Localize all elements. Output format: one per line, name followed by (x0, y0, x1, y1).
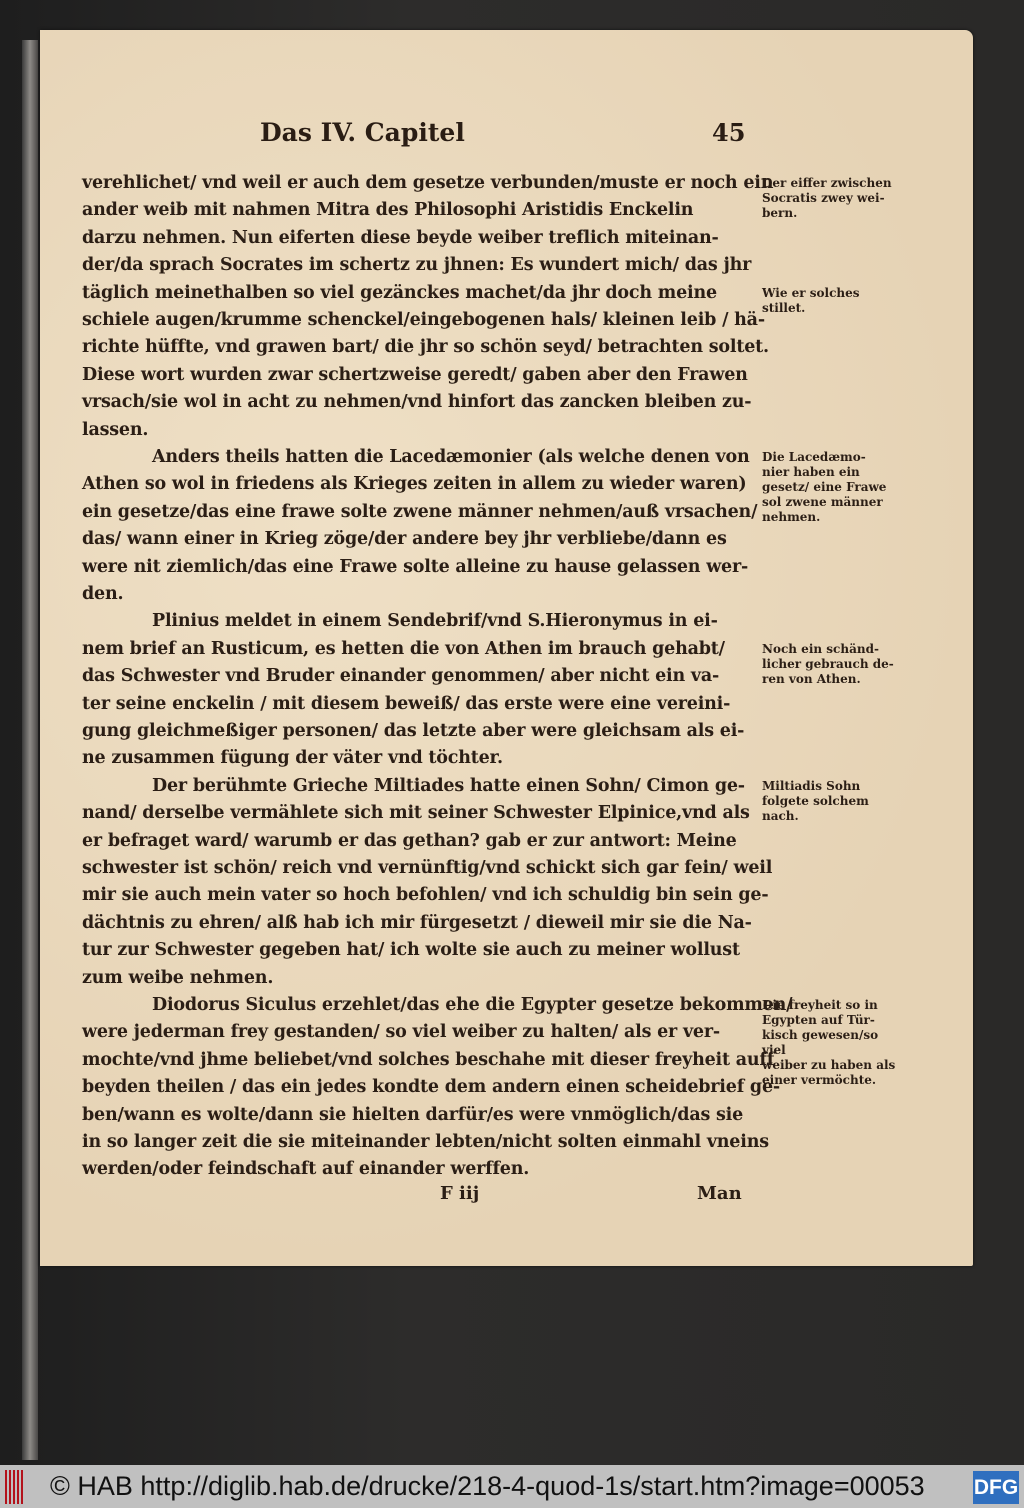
text-line: den. (82, 584, 124, 604)
text-line: Anders theils hatten die Lacedæmonier (als welche denen von (152, 447, 750, 467)
text-line: mir sie auch mein vater so hoch befohlen/ vnd ich schuldig bin sein ge- (82, 885, 769, 906)
catchword: Man (697, 1183, 742, 1204)
text-line: darzu nehmen. Nun eiferten diese beyde weiber treflich miteinan- (82, 227, 719, 248)
text-line: tur zur Schwester gegeben hat/ ich wolte sie auch zu meiner wollust (82, 940, 740, 961)
text-line: schwester ist schön/ reich vnd vernünftig/vnd schickt sich gar fein/ weil (82, 858, 773, 878)
running-head: Das IV. Capitel (260, 118, 465, 147)
text-line: werden/oder feindschaft auf einander werffen. (82, 1159, 530, 1180)
copyright-url[interactable]: © HAB http://diglib.hab.de/drucke/218-4-quod-1s/start.htm?image=00053 (50, 1471, 925, 1501)
text-line: beyden theilen / das ein jedes kondte dem andern einen scheidebrief ge- (82, 1077, 780, 1098)
text-line: gung gleichmeßiger personen/ das letzte aber were gleichsam als ei- (82, 721, 745, 741)
margin-note: Wie er solches stillet. (762, 285, 860, 315)
text-line: vrsach/sie wol in acht zu nehmen/vnd hinfort das zancken bleiben zu- (82, 392, 752, 413)
margin-note: Die freyheit so in Egypten auf Tür- kisch gewesen/so viel weiber zu haben als einer vermöchte. (762, 998, 896, 1087)
text-line: Diodorus Siculus erzehlet/das ehe die Egypter gesetze bekommen/ (152, 995, 793, 1015)
text-line: mochte/vnd jhme beliebet/vnd solches beschahe mit dieser freyheit auff (82, 1049, 775, 1070)
text-line: zum weibe nehmen. (82, 967, 274, 988)
text-line: schiele augen/krumme schenckel/eingebogenen hals/ kleinen leib / hä- (82, 310, 765, 330)
text-line: ander weib mit nahmen Mitra des Philosophi Aristidis Enckelin (82, 200, 694, 221)
text-line: lassen. (82, 419, 149, 440)
text-line: täglich meinethalben so viel gezänckes machet/da jhr doch meine (82, 282, 717, 303)
text-line: verehlichet/ vnd weil er auch dem gesetze verbunden/muste er noch ein (82, 173, 774, 193)
margin-note: Die Lacedæmo- nier haben ein gesetz/ eine Frawe sol zwene männer nehmen. (762, 450, 887, 524)
text-line: ne zusammen fügung der väter vnd töchter. (82, 748, 503, 769)
text-line: Athen so wol in friedens als Krieges zeiten in allem zu wieder waren) (82, 474, 747, 495)
text-line: das Schwester vnd Bruder einander genommen/ aber nicht ein va- (82, 666, 720, 687)
text-line: der/da sprach Socrates im schertz zu jhnen: Es wundert mich/ das jhr (82, 255, 752, 276)
dfg-logo[interactable]: DFG (973, 1471, 1019, 1504)
text-line: in so langer zeit die sie miteinander lebten/nicht solten einmahl vneins (82, 1132, 769, 1152)
text-line: das/ wann einer in Krieg zöge/der andere bey jhr verbliebe/dann es (82, 529, 727, 550)
footer-bar (0, 1465, 1024, 1508)
margin-note: Der eiffer zwischen Socratis zwey wei- bern. (762, 176, 892, 220)
text-line: ter seine enckelin / mit diesem beweiß/ das erste were eine vereini- (82, 693, 731, 714)
text-line: nand/ derselbe vermählete sich mit seiner Schwester Elpinice,vnd als (82, 803, 750, 824)
text-line: Plinius meldet in einem Sendebrif/vnd S.Hieronymus in ei- (152, 611, 718, 632)
text-line: richte hüffte, vnd grawen bart/ die jhr so schön seyd/ betrachten soltet. (82, 337, 769, 358)
text-line: were jederman frey gestanden/ so viel weiber zu halten/ als er ver- (82, 1022, 720, 1043)
adjacent-page-edge (22, 40, 38, 1460)
text-line: nem brief an Rusticum, es hetten die von Athen im brauch gehabt/ (82, 638, 725, 659)
page-number: 45 (712, 118, 746, 147)
margin-note: Miltiadis Sohn folgete solchem nach. (762, 778, 869, 823)
text-line: Der berühmte Grieche Miltiades hatte einen Sohn/ Cimon ge- (152, 775, 745, 796)
text-line: er befraget ward/ warumb er das gethan? gab er zur antwort: Meine (82, 830, 737, 851)
text-line: dächtnis zu ehren/ alß hab ich mir fürgesetzt / dieweil mir sie die Na- (82, 912, 752, 933)
margin-note: Noch ein schänd- licher gebrauch de- ren von Athen. (762, 641, 894, 686)
text-line: ben/wann es wolte/dann sie hielten darfür/es were vnmöglich/das sie (82, 1104, 744, 1125)
text-line: ein gesetze/das eine frawe solte zwene männer nehmen/auß vrsachen/ (82, 501, 758, 522)
signature-mark: F iij (440, 1183, 480, 1204)
text-line: Diese wort wurden zwar schertzweise geredt/ gaben aber den Frawen (82, 364, 748, 385)
text-line: were nit ziemlich/das eine Frawe solte alleine zu hause gelassen wer- (82, 556, 749, 577)
hab-logo-icon (5, 1470, 25, 1504)
